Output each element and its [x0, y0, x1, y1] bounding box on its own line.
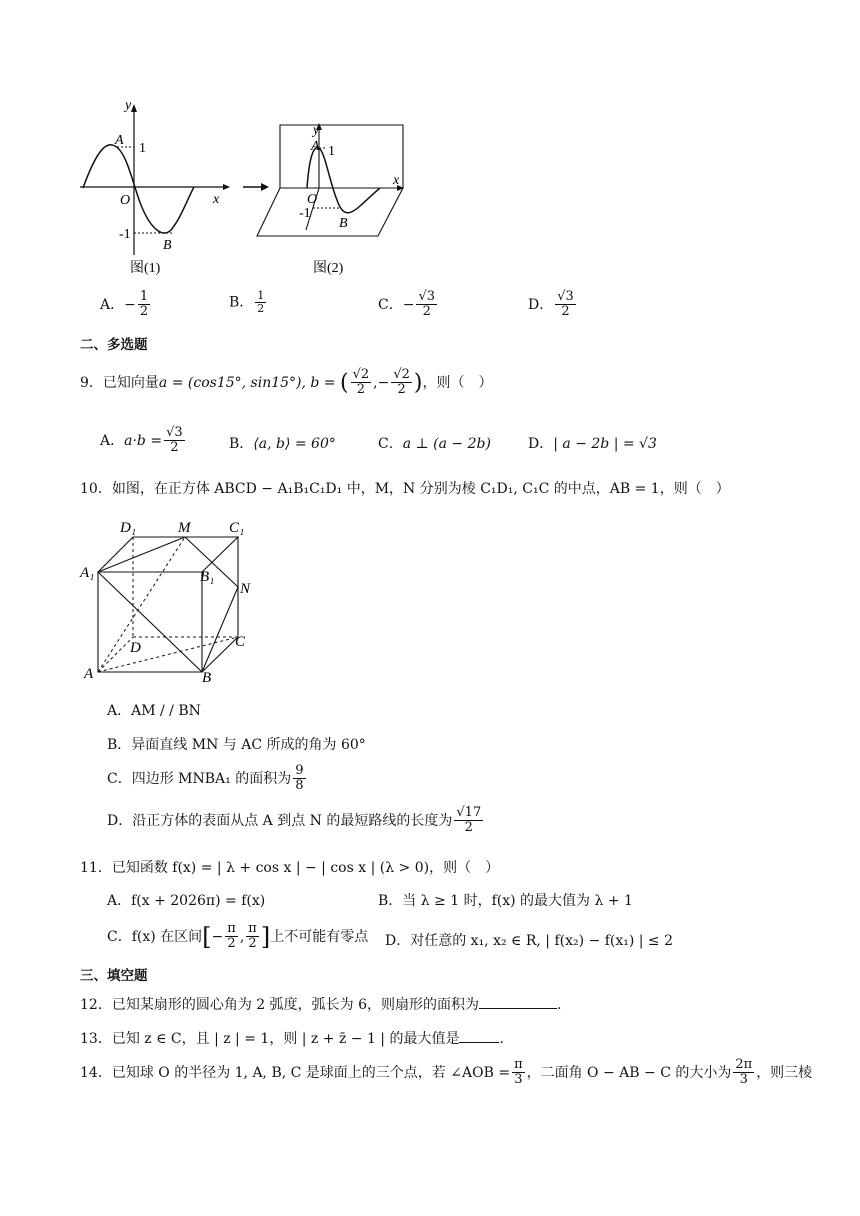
fig2-y-label: y [313, 123, 320, 138]
cube-label-c1: C₁ [229, 520, 245, 536]
fig1-curve [83, 145, 194, 233]
fig1-point-a: A [115, 133, 124, 148]
q11-stem: 11．已知函数 f(x) = | λ + cos x | − | cos x | (λ > 0)，则（ ） [80, 860, 500, 876]
fig1-tick-neg1: -1 [119, 227, 131, 242]
fig2-tick-1: 1 [328, 144, 335, 159]
cube-label-b: B [202, 670, 212, 685]
q9-option-d[interactable]: D．| a − 2b | = √3 [528, 436, 657, 452]
q10-option-d[interactable]: D．沿正方体的表面从点 A 到点 N 的最短路线的长度为 $\frac{√17}{2}$ [107, 805, 482, 836]
cube-label-n: N [240, 581, 251, 597]
q12-answer-blank[interactable] [479, 994, 557, 1009]
q8-option-c[interactable]: C．− $\frac{√3}{2}$ [378, 289, 436, 320]
q8-option-a[interactable]: A．− $\frac{1}{2}$ [100, 289, 149, 320]
q11-option-c[interactable]: C．f(x) 在区间[− $\frac{\pi}{2}$ , $\frac{\pi}{2}$ ]上不可能有零点 [107, 921, 369, 952]
q14: 14．已知球 O 的半径为 1, A, B, C 是球面上的三个点，若 ∠AOB = $\frac{\pi}{3}$ ，二面角 O − AB − C 的大小为 $\frac{2\pi}{3}$ ，则三棱 [80, 1057, 813, 1088]
fig2-point-a: A [311, 139, 320, 154]
fig2-origin: O [307, 192, 318, 207]
cube-figure [78, 515, 258, 685]
fig2-x-label: x [393, 173, 400, 188]
fig2-point-b: B [339, 216, 348, 231]
q9-stem: 9．已知向量a = (cos15°, sin15°), b = ( $\frac{√2}{2}$ ,− $\frac{√2}{2}$ )，则（ ） [80, 367, 493, 398]
fig1-point-b: B [163, 238, 172, 253]
fig1-y-label: y [125, 100, 132, 113]
fig1-caption: 图(1) [130, 261, 161, 276]
fig1-tick-1: 1 [139, 141, 146, 156]
fig2-vertical-plane [280, 125, 403, 188]
fig2-caption: 图(2) [313, 261, 344, 276]
fig1-x-label: x [213, 192, 220, 207]
q10-option-c[interactable]: C．四边形 MNBA₁ 的面积为 $\frac{9}{8}$ [107, 763, 304, 794]
q9-option-a[interactable]: A．a·b = $\frac{√3}{2}$ [100, 425, 183, 456]
q10-stem: 10．如图，在正方体 ABCD − A₁B₁C₁D₁ 中，M，N 分别为棱 C₁D₁, C₁C 的中点，AB = 1，则（ ） [80, 481, 730, 497]
fig2-curve [307, 148, 380, 213]
q11-option-d[interactable]: D．对任意的 x₁, x₂ ∈ R, | f(x₂) − f(x₁) | ≤ 2 [385, 933, 674, 949]
q12: 12．已知某扇形的圆心角为 2 弧度，弧长为 6，则扇形的面积为 . [80, 994, 561, 1014]
cube-label-d1: D₁ [120, 520, 137, 536]
q11-option-b[interactable]: B．当 λ ≥ 1 时，f(x) 的最大值为 λ + 1 [378, 893, 633, 909]
cube-label-a1: A₁ [80, 565, 95, 581]
cube-label-m: M [178, 520, 191, 536]
q9-option-b[interactable]: B．⟨a, b⟩ = 60° [229, 436, 336, 452]
q8-option-b[interactable]: B． $\frac{1}{2}$ [229, 289, 265, 316]
q11-option-a[interactable]: A．f(x + 2026π) = f(x) [107, 893, 266, 909]
q13: 13．已知 z ∈ C，且 | z | = 1，则 | z + z̄ − 1 | 的最大值是 . [80, 1028, 504, 1048]
fig2-horizontal-plane [257, 188, 403, 236]
q9-option-c[interactable]: C．a ⊥ (a − 2b) [378, 436, 491, 452]
section-fill-blank: 三、填空题 [80, 968, 148, 984]
fig2-tick-neg1: -1 [299, 206, 311, 221]
q13-answer-blank[interactable] [459, 1028, 499, 1043]
q10-option-b[interactable]: B．异面直线 MN 与 AC 所成的角为 60° [107, 737, 366, 753]
function-graph-figure [75, 100, 425, 280]
fig1-origin: O [120, 193, 131, 208]
cube-label-c: C [235, 634, 246, 650]
section-multi-choice: 二、多选题 [80, 337, 148, 353]
cube-label-a: A [84, 666, 94, 682]
cube-label-b1: B₁ [200, 569, 215, 585]
q10-option-a[interactable]: A．AM / / BN [107, 703, 201, 719]
q8-option-d[interactable]: D． $\frac{√3}{2}$ [528, 289, 574, 320]
cube-label-d: D [130, 640, 141, 656]
